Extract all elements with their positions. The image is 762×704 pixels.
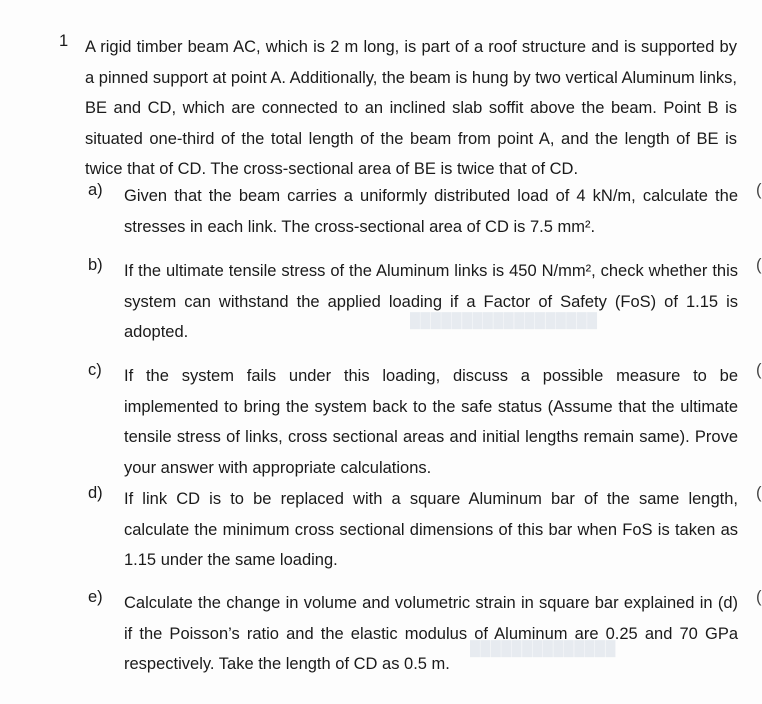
part-text: Given that the beam carries a uniformly distributed load of 4 kN/m, calculate the stresses in each link. The cross-sectional area of CD is 7.5 mm². xyxy=(124,187,738,236)
show-through-text: ██████████████ xyxy=(470,640,616,656)
marks-bracket: ( xyxy=(756,181,762,199)
part-label: b) xyxy=(88,256,103,274)
part-text: If the system fails under this loading, discuss a possible measure to be implemented to bring the system back to the safe status (Assume that the ultimate tensile stress of links, cross sectional areas and initial lengths remain same). Prove your answer with appropriate calculations. xyxy=(124,367,738,477)
marks-bracket: ( xyxy=(756,484,762,502)
part-text: If the ultimate tensile stress of the Aluminum links is 450 N/mm², check whether this system can withstand the applied loading if a Factor of Safety (FoS) of 1.15 is adopted. xyxy=(124,262,738,342)
marks-bracket: ( xyxy=(756,361,762,379)
part-label: c) xyxy=(88,361,102,379)
stem-text: A rigid timber beam AC, which is 2 m long, is part of a roof structure and is supported by a pinned support at point A. Additionally, the beam is hung by two vertical Aluminum links, BE and CD, which are connected to an inclined slab soffit above the beam. Point B is situated one-third of the total length of the beam from point A, and the length of BE is twice that of CD. The cross-sectional area of BE is twice that of CD. xyxy=(85,38,737,179)
part-label: a) xyxy=(88,181,103,199)
part-text: Calculate the change in volume and volumetric strain in square bar explained in (d) if the Poisson’s ratio and the elastic modulus of Aluminum are 0.25 and 70 GPa respectively. Take the length of CD as 0.5 m. xyxy=(124,594,738,674)
question-stem xyxy=(85,32,737,185)
part-text: If link CD is to be replaced with a square Aluminum bar of the same length, calculate the minimum cross sectional dimensions of this bar when FoS is taken as 1.15 under the same loading. xyxy=(124,490,738,570)
part-label: e) xyxy=(88,588,103,606)
question-number: 1 xyxy=(59,32,69,50)
part-label: d) xyxy=(88,484,103,502)
marks-bracket: ( xyxy=(756,588,762,606)
show-through-text: ██████████████████ xyxy=(410,312,598,328)
marks-bracket: ( xyxy=(756,256,762,274)
